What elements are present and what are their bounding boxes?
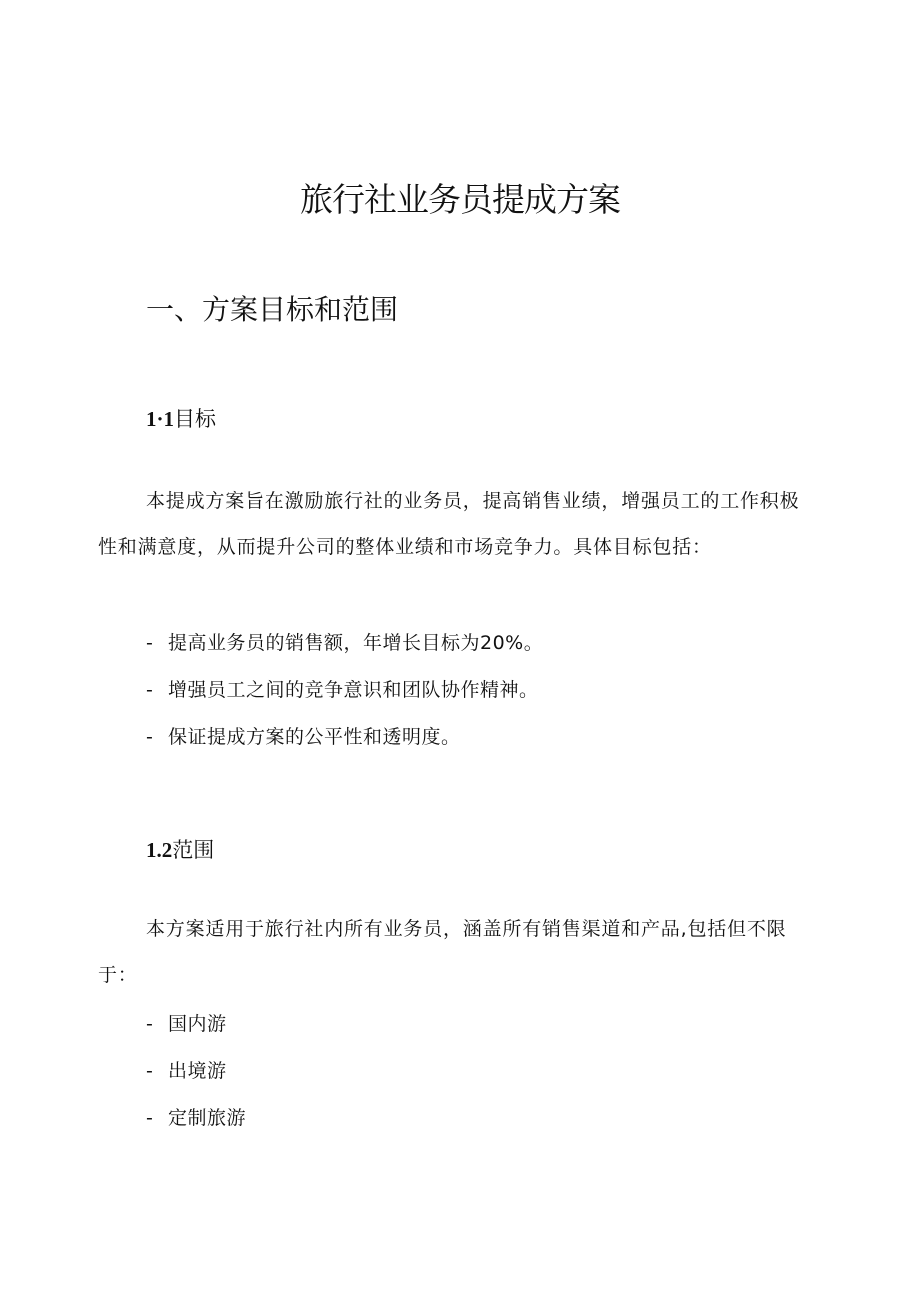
subsection-number: 1·1 (146, 407, 175, 431)
goal-list (146, 620, 543, 761)
subsection-label: 范围 (172, 838, 215, 862)
scope-paragraph: 本方案适用于旅行社内所有业务员，涵盖所有销售渠道和产品,包括但不限于： (98, 918, 787, 986)
list-item (146, 667, 543, 714)
list-item-text: 保证提成方案的公平性和透明度。 (168, 726, 461, 748)
bullet-dash: - (146, 632, 154, 654)
list-item (146, 1001, 246, 1048)
list-item-text: 提高业务员的销售额，年增长目标为20%。 (168, 632, 544, 654)
list-item (146, 1048, 246, 1095)
subsection-heading-scope (146, 833, 214, 867)
list-item-text: 国内游 (168, 1013, 227, 1035)
subsection-label: 目标 (174, 407, 217, 431)
subsection-heading-goal (146, 402, 216, 436)
document-title: 旅行社业务员提成方案 (300, 180, 620, 219)
section-heading: 一、方案目标和范围 (146, 293, 399, 326)
list-item-text: 定制旅游 (168, 1107, 247, 1129)
bullet-dash: - (146, 726, 154, 748)
bullet-dash: - (146, 1107, 154, 1129)
scope-list (146, 1001, 246, 1142)
list-item (146, 1095, 246, 1142)
list-item (146, 714, 543, 761)
bullet-dash: - (146, 1060, 154, 1082)
subsection-number: 1.2 (146, 838, 173, 862)
list-item-text: 增强员工之间的竞争意识和团队协作精神。 (168, 679, 539, 701)
list-item (146, 620, 543, 667)
bullet-dash: - (146, 1013, 154, 1035)
list-item-text: 出境游 (168, 1060, 227, 1082)
bullet-dash: - (146, 679, 154, 701)
goal-paragraph: 本提成方案旨在激励旅行社的业务员，提高销售业绩，增强员工的工作积极性和满意度，从而提升公司的整体业绩和市场竞争力。具体目标包括： (98, 490, 800, 558)
